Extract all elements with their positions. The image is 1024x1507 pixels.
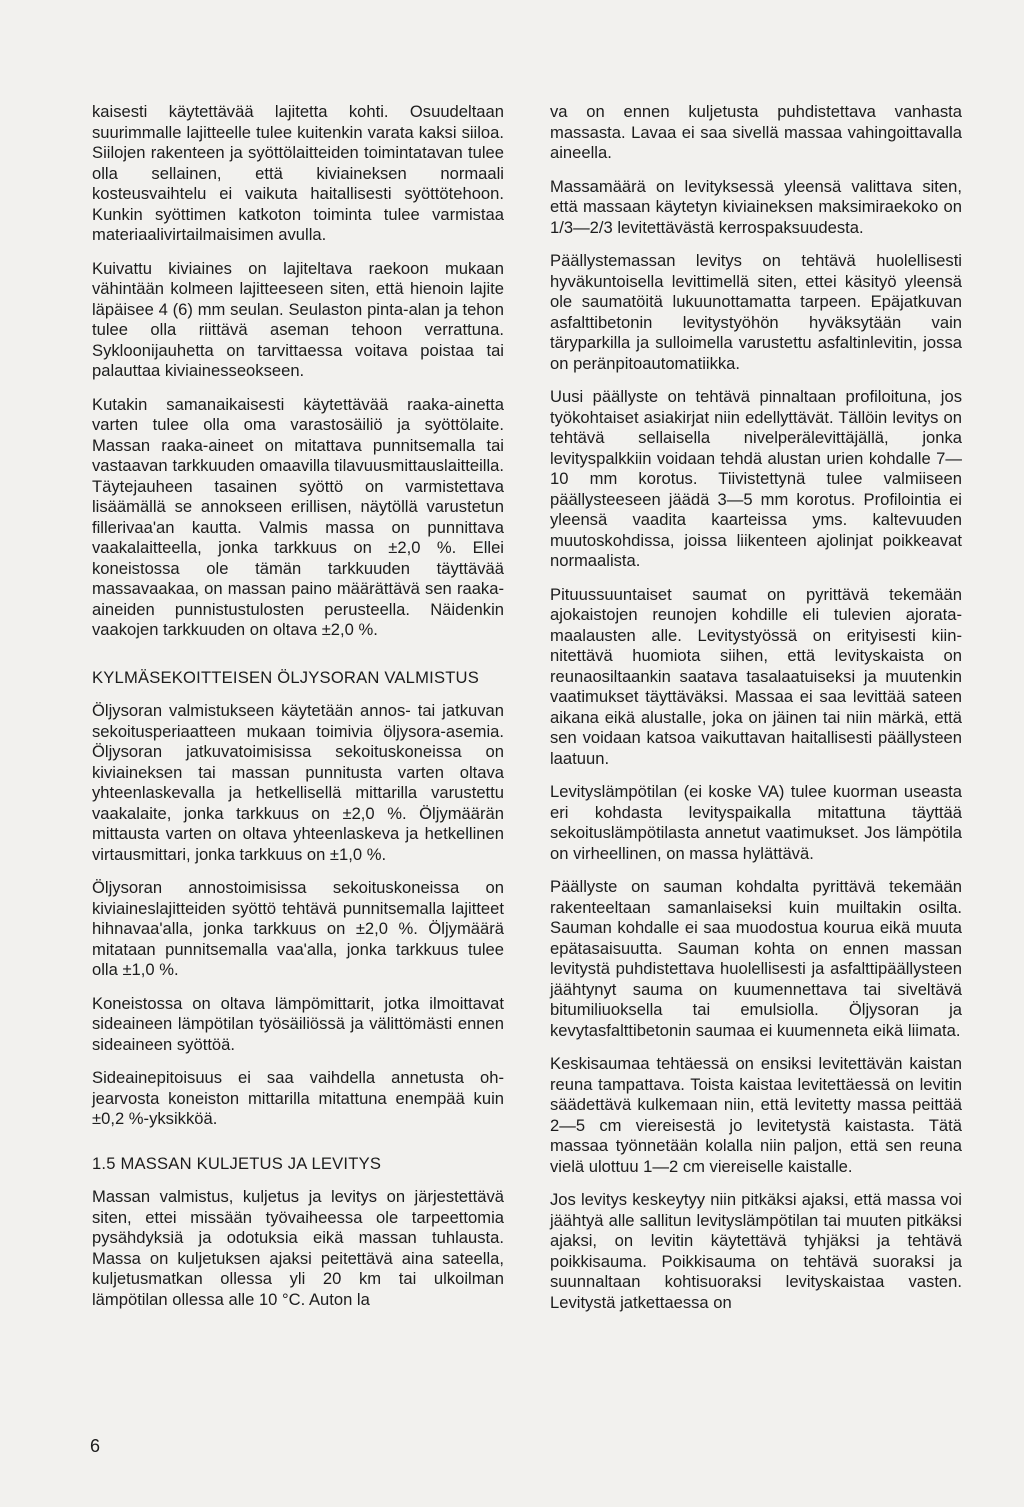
paragraph: Massamäärä on levityksessä yleensä valittava siten, että massaan käytetyn kiviaineksen maksimiraekoko on 1/3—2/3 levitettävästä kerrospaksuudesta. — [550, 176, 962, 237]
page-number: 6 — [90, 1436, 101, 1456]
paragraph: Jos levitys keskeytyy niin pitkäksi ajaksi, että massa voi jäähtyä alle sallitun levityslämpötilan tai muuten pitkäksi ajaksi, on levitin käytettävä tyhjäksi ja tehtävä poikkisauma. Poikkisauma on tehtävä suoraksi ja suunnaltaan kohtisuoraksi levityskaistaa vasten. Levitystä jatkettaessa on — [550, 1190, 962, 1312]
section-heading: 1.5 MASSAN KULJETUS JA LEVITYS — [92, 1153, 382, 1173]
section-heading: KYLMÄSEKOITTEISEN ÖLJYSORAN VALMISTUS — [92, 667, 479, 687]
paragraph: Massan valmistus, kuljetus ja levitys on järjestettävä siten, ettei missään työvaiheessa ole tarpeettomia pysähdyksiä ja odotuksia eikä massan tuhlausta. Massa on kuljetuksen ajaksi peitettävä aina sateella, kuljetusmatkan ollessa yli 20 km tai ulkoilman lämpötilan ollessa alle 10 °C. Auton la — [92, 1187, 504, 1309]
paragraph: Öljysoran annostoimisissa sekoituskoneissa on kiviaineslajitteiden syöttö tehtävä punnitsemalla lajitteet hihnavaa'alla, jonka tarkkuus on ±2,0 %. Öljymäärä mitataan punnitsemalla vaa'alla, jonka tarkkuus tulee olla ±1,0 %. — [92, 878, 504, 979]
paragraph: Keskisaumaa tehtäessä on ensiksi levitettävän kaistan reuna tampattava. Toista kaistaa levitettäessä on levitin säädettävä kulkemaan niin, että levitetty massa peittää 2—5 cm viereisestä jo levitetystä kaistasta. Tätä massaa työnnetään kolalla niin paljon, että sen reuna vielä ulottuu 1—2 cm viereiselle kaistalle. — [550, 1054, 962, 1176]
paragraph: Koneistossa on oltava lämpömittarit, jotka ilmoittavat sideaineen lämpötilan työsäiliössä ja välittömästi ennen sideaineen syöttöä. — [92, 993, 504, 1054]
right-column — [550, 102, 962, 1326]
paragraph: Kuivattu kiviaines on lajiteltava raekoon mukaan vähintään kolmeen lajitteeseen siten, että hienoin lajite läpäisee 4 (6) mm seulan. Seulaston pinta-alan ja tehon tulee olla riittävä aseman tehoon verrattuna. Sykloonijauhetta on tarvittaessa voitava poistaa tai palauttaa kiviainesseokseen. — [92, 258, 504, 380]
paragraph: Päällyste on sauman kohdalta pyrittävä tekemään rakenteeltaan samanlaiseksi kuin muiltakin osilta. Sauman kohdalle ei saa muodostua kourua eikä muuta epätasaisuutta. Sauman kohta on ennen massan levitystä puhdistettava huolellisesti ja asfalttipäällysteen jäähtynyt sauma on kuumennettava tai siveltävä bitumiliuoksella tai emulsiolla. Öljysoran ja kevytasfalttibetonin saumaa ei kuumenneta eikä liimata. — [550, 877, 962, 1040]
paragraph: Öljysoran valmistukseen käytetään annos- tai jatkuvan sekoitusperiaatteen mukaan toimivia öljysora-asemia. Öljysoran jatkuvatoimisissa sekoituskoneissa on kiviaineksen tai massan punnitusta varten oltava yhteenlaskevalla ja hetkellisellä mittarilla varustettu vaakalaite, jonka tarkkuus on ±2,0 %. Öljymäärän mittausta varten on oltava yhteenlaskeva ja hetkellinen virtausmittari, jonka tarkkuus on ±1,0 %. — [92, 701, 504, 864]
paragraph: kaisesti käytettävää lajitetta kohti. Osuudeltaan suurimmalle lajitteelle tulee kuitenkin varata kaksi siiloa. Siilojen rakenteen ja syöttölaitteiden toimintatavan tulee olla sellainen, että kiviaineksen normaali kosteusvaihtelu ei vaikuta haitallisesti syöttötehoon. Kunkin syöttimen katkoton toiminta tulee varmistaa materiaalivirtailmaisimen avulla. — [92, 102, 504, 244]
paragraph: Sideainepitoisuus ei saa vaihdella annetusta ohjearvosta koneiston mittarilla mitattuna enempää kuin ±0,2 %-yksikköä. — [92, 1068, 504, 1128]
paragraph: va on ennen kuljetusta puhdistettava vanhasta massasta. Lavaa ei saa sivellä massaa vahingoittavalla aineella. — [550, 102, 962, 162]
paragraph: Kutakin samanaikaisesti käytettävää raaka-ainetta varten tulee olla oma varastosäiliö ja syöttölaite. Massan raaka-aineet on mitattava punnitsemalla tai vastaavan tarkkuuden omaavilla tilavuusmittauslaitteilla. Täytejauheen tasainen syöttö on varmistettava lisäämällä se annokseen erillisen, näytöllä varustetun fillerivaa'an kautta. Valmis massa on punnittava vaakalaitteella, jonka tarkkuus on ±2,0 %. Ellei koneistossa ole tämän tarkkuuden täyttävää massavaakaa, on massan paino määrättävä sen raaka-aineiden punnistustulosten perusteella. Näidenkin vaakojen tarkkuuden on oltava ±2,0 %. — [92, 394, 504, 639]
paragraph: Uusi päällyste on tehtävä pinnaltaan profiloituna, jos työkohtaiset asiakirjat niin edellyttävät. Tällöin levitys on tehtävä sellaisella nivelperälevittäjällä, jonka levityspalkkiin voidaan tehdä alustan urien kohdalle 7—10 mm korotus. Tiivistettynä tulee valmiiseen päällysteeseen jäädä 3—5 mm korotus. Profilointia ei yleensä vaadita kaarteissa yms. kaltevuuden muutoskohdissa, joissa liikenteen ajolinjat poikkeavat normaalista. — [550, 387, 962, 570]
paragraph: Pituussuuntaiset saumat on pyrittävä tekemään ajokaistojen reunojen kohdille eli tulevien ajoratamaalausten alle. Levitystyössä on erityisesti kiinnitettävä huomiota siihen, että levityskaista on reunaosiltaankin saatava tasalaatuiseksi ja muutenkin vaatimukset täyttäväksi. Massaa ei saa levittää sateen aikana eikä alustalle, joka on jäinen tai niin märkä, että sen voidaan katsoa vaikuttavan haitallisesti päällysteen laatuun. — [550, 584, 962, 768]
paragraph: Päällystemassan levitys on tehtävä huolellisesti hyväkuntoisella levittimellä siten, ettei käsityö yleensä ole saumatöitä lukuunottamatta tarpeen. Epäjatkuvan asfalttibetonin levitystyöhön hyväksytään vain täryparkilla ja sulloimella varustettu asfaltinlevitin, jossa on peränpitoautomatiikka. — [550, 251, 962, 373]
left-column — [92, 102, 504, 1323]
paragraph: Levityslämpötilan (ei koske VA) tulee kuorman useasta eri kohdasta levityspaikalla mitattuna täyttää sekoituslämpötilasta annetut vaatimukset. Jos lämpötila on virheellinen, on massa hylättävä. — [550, 782, 962, 863]
